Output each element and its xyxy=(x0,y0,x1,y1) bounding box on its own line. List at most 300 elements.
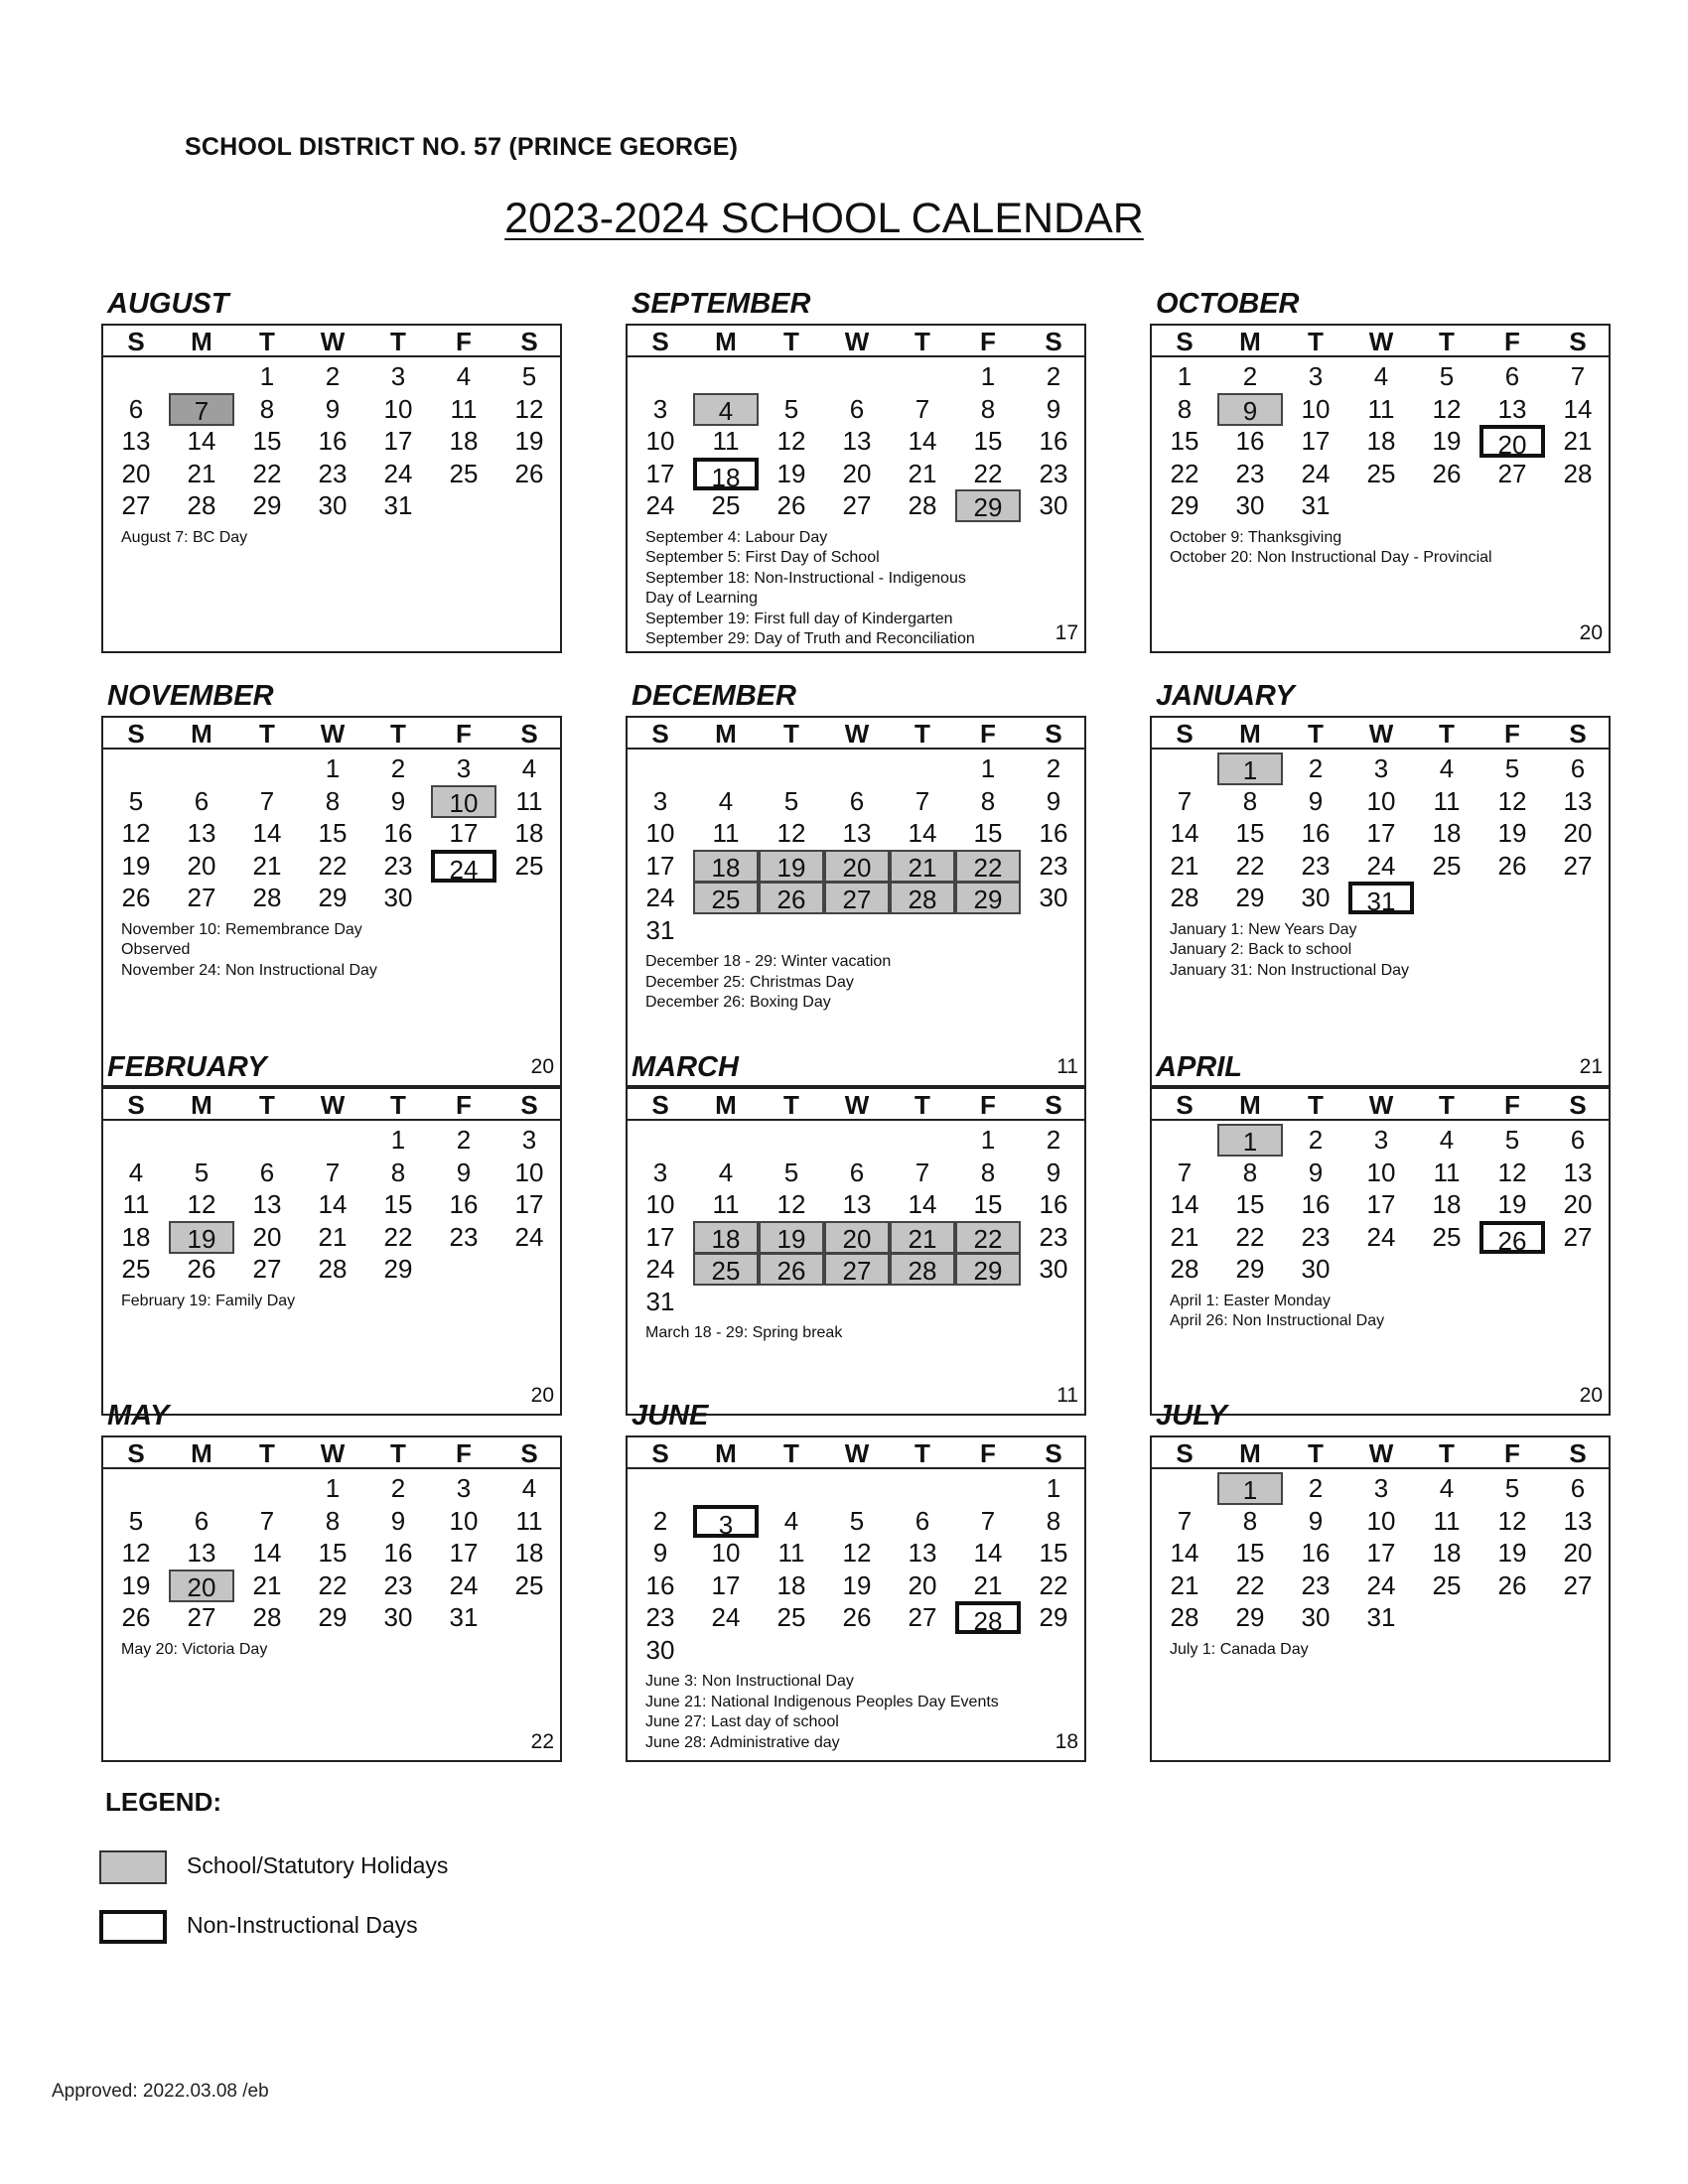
day-cell: 23 xyxy=(383,1570,413,1600)
day-cell: 28 xyxy=(1563,458,1593,488)
day-cell: 17 xyxy=(1366,818,1396,848)
weekday-label: F xyxy=(1504,1438,1520,1468)
day-cell: 21 xyxy=(318,1221,348,1252)
day-cell: 17 xyxy=(383,426,413,456)
day-cell: 13 xyxy=(1563,1505,1593,1536)
instructional-day-count: 20 xyxy=(1579,1384,1603,1407)
day-cell: 6 xyxy=(914,1505,930,1536)
note-line: June 3: Non Instructional Day xyxy=(645,1673,854,1690)
weekday-label: S xyxy=(1176,1090,1194,1120)
weekday-label: T xyxy=(259,1438,275,1468)
weekday-header xyxy=(1152,1437,1609,1469)
weekday-label: W xyxy=(844,719,870,749)
day-cell: 24 xyxy=(1301,458,1331,488)
day-cell: 7 xyxy=(1177,1505,1193,1536)
note-line: September 18: Non-Instructional - Indigenous xyxy=(645,569,966,587)
day-cell: 18 xyxy=(693,1221,759,1254)
day-cell: 11 xyxy=(1433,1505,1461,1536)
day-cell: 19 xyxy=(776,458,806,488)
day-cell: 8 xyxy=(1177,393,1193,424)
day-cell: 4 xyxy=(1439,1473,1455,1503)
day-cell: 27 xyxy=(187,1602,216,1632)
instructional-day-count: 20 xyxy=(530,1055,554,1078)
month-name: JUNE xyxy=(632,1400,709,1432)
day-cell: 18 xyxy=(693,850,759,883)
day-cell: 8 xyxy=(980,1157,996,1187)
weekday-label: T xyxy=(914,1438,930,1468)
day-cell: 25 xyxy=(121,1254,151,1284)
day-cell: 11 xyxy=(122,1189,150,1219)
day-cell: 8 xyxy=(390,1157,406,1187)
day-cell: 6 xyxy=(194,785,210,816)
day-cell: 5 xyxy=(128,785,144,816)
month-box xyxy=(101,1435,562,1762)
day-cell: 18 xyxy=(776,1570,806,1600)
day-cell: 5 xyxy=(783,1157,799,1187)
day-cell: 27 xyxy=(187,883,216,912)
note-line: Observed xyxy=(121,941,191,958)
day-cell: 5 xyxy=(1504,753,1520,783)
weekday-label: F xyxy=(980,719,996,749)
day-cell: 9 xyxy=(652,1538,668,1568)
weekday-header xyxy=(103,326,560,357)
day-cell: 18 xyxy=(693,458,759,490)
day-cell: 14 xyxy=(252,818,282,848)
day-cell: 30 xyxy=(1039,490,1068,520)
day-cell: 20 xyxy=(1479,425,1545,458)
day-cell: 4 xyxy=(456,361,472,391)
weekday-label: W xyxy=(1368,1438,1394,1468)
day-cell: 23 xyxy=(1301,850,1331,881)
day-cell: 5 xyxy=(521,361,537,391)
page-title-text: 2023-2024 SCHOOL CALENDAR xyxy=(504,195,1144,242)
day-cell: 23 xyxy=(383,850,413,881)
month-notes xyxy=(121,1640,267,1661)
day-cell: 14 xyxy=(1563,393,1593,424)
note-line: Day of Learning xyxy=(645,590,758,607)
day-cell: 20 xyxy=(908,1570,937,1600)
weekday-label: T xyxy=(1308,1438,1324,1468)
day-cell: 8 xyxy=(325,785,341,816)
day-cell: 17 xyxy=(645,458,675,488)
note-line: June 21: National Indigenous Peoples Day Events xyxy=(645,1693,999,1710)
day-cell: 28 xyxy=(890,882,955,914)
instructional-day-count: 22 xyxy=(530,1730,554,1753)
day-cell: 28 xyxy=(1170,1254,1199,1284)
day-cell: 25 xyxy=(514,850,544,881)
month-name: DECEMBER xyxy=(632,680,796,712)
day-cell: 8 xyxy=(980,785,996,816)
day-cell: 21 xyxy=(890,850,955,883)
day-cell: 4 xyxy=(1439,1125,1455,1155)
district-name: SCHOOL DISTRICT NO. 57 (PRINCE GEORGE) xyxy=(185,133,739,161)
day-cell: 29 xyxy=(252,490,282,520)
month-notes xyxy=(645,1672,999,1753)
day-cell: 14 xyxy=(1170,1538,1199,1568)
day-cell: 8 xyxy=(980,393,996,424)
month-notes xyxy=(1170,1292,1384,1332)
day-cell: 2 xyxy=(1308,1125,1324,1155)
day-cell: 6 xyxy=(1570,753,1586,783)
day-cell: 10 xyxy=(711,1538,741,1568)
day-cell: 25 xyxy=(514,1570,544,1600)
day-cell: 28 xyxy=(955,1601,1021,1634)
day-cell: 15 xyxy=(252,426,282,456)
note-line: November 24: Non Instructional Day xyxy=(121,961,377,979)
day-cell: 23 xyxy=(449,1221,479,1252)
day-cell: 11 xyxy=(712,426,740,456)
day-cell: 19 xyxy=(121,850,151,881)
day-cell: 16 xyxy=(1301,818,1331,848)
instructional-day-count: 11 xyxy=(1056,1384,1078,1407)
day-cell: 15 xyxy=(1039,1538,1068,1568)
day-cell: 12 xyxy=(1432,393,1462,424)
day-cell: 16 xyxy=(1235,426,1265,456)
day-cell: 24 xyxy=(711,1602,741,1632)
weekday-label: F xyxy=(980,1438,996,1468)
day-cell: 19 xyxy=(759,850,824,883)
day-cell: 8 xyxy=(1242,785,1258,816)
weekday-header xyxy=(103,1437,560,1469)
day-cell: 23 xyxy=(1301,1221,1331,1252)
day-cell: 20 xyxy=(1563,1189,1593,1219)
day-cell: 3 xyxy=(652,1157,668,1187)
day-cell: 11 xyxy=(777,1538,805,1568)
day-cell: 13 xyxy=(252,1189,282,1219)
weekday-label: W xyxy=(320,327,346,356)
day-cell: 31 xyxy=(645,914,675,945)
day-cell: 9 xyxy=(1308,1505,1324,1536)
day-cell: 24 xyxy=(514,1221,544,1252)
weekday-label: T xyxy=(783,1438,799,1468)
day-cell: 19 xyxy=(514,426,544,456)
day-cell: 23 xyxy=(645,1602,675,1632)
day-cell: 1 xyxy=(325,1473,341,1503)
day-cell: 22 xyxy=(1235,1221,1265,1252)
day-cell: 9 xyxy=(390,785,406,816)
day-cell: 7 xyxy=(259,785,275,816)
day-cell: 6 xyxy=(128,393,144,424)
day-cell: 25 xyxy=(1432,1570,1462,1600)
day-cell: 29 xyxy=(1235,883,1265,912)
day-cell: 9 xyxy=(1046,1157,1061,1187)
day-cell: 26 xyxy=(842,1602,872,1632)
note-line: June 27: Last day of school xyxy=(645,1713,839,1730)
weekday-label: W xyxy=(1368,1090,1394,1120)
day-cell: 16 xyxy=(1301,1538,1331,1568)
day-cell: 14 xyxy=(252,1538,282,1568)
day-cell: 19 xyxy=(169,1221,234,1254)
day-cell: 26 xyxy=(759,882,824,914)
weekday-label: M xyxy=(715,327,737,356)
note-line: August 7: BC Day xyxy=(121,528,248,546)
day-cell: 12 xyxy=(121,818,151,848)
day-cell: 20 xyxy=(1563,818,1593,848)
day-cell: 3 xyxy=(652,785,668,816)
day-cell: 27 xyxy=(121,490,151,520)
note-line: December 25: Christmas Day xyxy=(645,973,854,991)
day-cell: 23 xyxy=(1235,458,1265,488)
weekday-label: T xyxy=(783,1090,799,1120)
day-cell: 18 xyxy=(1432,1538,1462,1568)
legend-title: LEGEND: xyxy=(105,1787,221,1817)
weekday-label: M xyxy=(715,1090,737,1120)
month-notes xyxy=(121,528,247,549)
weekday-label: S xyxy=(520,719,538,749)
day-cell: 12 xyxy=(1497,785,1527,816)
day-cell: 21 xyxy=(1170,1570,1199,1600)
day-cell: 29 xyxy=(1235,1602,1265,1632)
day-cell: 25 xyxy=(1432,850,1462,881)
weekday-label: S xyxy=(520,327,538,356)
day-cell: 4 xyxy=(1373,361,1389,391)
month-name: OCTOBER xyxy=(1156,288,1300,320)
weekday-label: S xyxy=(520,1438,538,1468)
weekday-label: S xyxy=(127,1438,145,1468)
day-cell: 28 xyxy=(252,1602,282,1632)
weekday-header xyxy=(628,326,1084,357)
day-cell: 26 xyxy=(187,1254,216,1284)
day-cell: 25 xyxy=(693,1253,759,1286)
weekday-label: M xyxy=(191,1438,212,1468)
day-cell: 3 xyxy=(456,1473,472,1503)
day-cell: 22 xyxy=(1039,1570,1068,1600)
day-cell: 11 xyxy=(1367,393,1395,424)
month-name: JULY xyxy=(1156,1400,1227,1432)
day-cell: 5 xyxy=(1504,1473,1520,1503)
day-cell: 23 xyxy=(318,458,348,488)
day-cell: 15 xyxy=(1170,426,1199,456)
legend-non-instructional-swatch xyxy=(99,1910,167,1944)
day-cell: 3 xyxy=(693,1505,759,1538)
month-name: FEBRUARY xyxy=(107,1051,267,1083)
weekday-label: T xyxy=(1439,1438,1455,1468)
day-cell: 10 xyxy=(514,1157,544,1187)
weekday-label: W xyxy=(320,1438,346,1468)
day-cell: 10 xyxy=(383,393,413,424)
day-cell: 12 xyxy=(842,1538,872,1568)
day-cell: 16 xyxy=(1301,1189,1331,1219)
weekday-label: M xyxy=(191,719,212,749)
month-name: MARCH xyxy=(632,1051,739,1083)
day-cell: 24 xyxy=(1366,1221,1396,1252)
day-cell: 25 xyxy=(776,1602,806,1632)
weekday-label: M xyxy=(1239,327,1261,356)
month-name: SEPTEMBER xyxy=(632,288,811,320)
day-cell: 10 xyxy=(1366,1505,1396,1536)
day-cell: 1 xyxy=(980,361,996,391)
weekday-label: M xyxy=(1239,719,1261,749)
day-cell: 23 xyxy=(1039,850,1068,881)
note-line: December 18 - 29: Winter vacation xyxy=(645,953,892,970)
legend-non-instructional-label: Non-Instructional Days xyxy=(187,1912,418,1938)
day-cell: 21 xyxy=(973,1570,1003,1600)
day-cell: 14 xyxy=(187,426,216,456)
month-box xyxy=(626,716,1086,1087)
weekday-label: F xyxy=(456,1090,472,1120)
day-cell: 20 xyxy=(842,458,872,488)
day-cell: 12 xyxy=(776,1189,806,1219)
month-box xyxy=(1150,716,1611,1087)
day-cell: 14 xyxy=(973,1538,1003,1568)
day-cell: 1 xyxy=(1217,1124,1283,1157)
day-cell: 22 xyxy=(955,1221,1021,1254)
day-cell: 4 xyxy=(521,753,537,783)
day-cell: 16 xyxy=(383,1538,413,1568)
day-cell: 13 xyxy=(187,1538,216,1568)
weekday-label: T xyxy=(1308,1090,1324,1120)
day-cell: 3 xyxy=(390,361,406,391)
month-box xyxy=(101,1087,562,1416)
weekday-label: M xyxy=(715,719,737,749)
day-cell: 14 xyxy=(318,1189,348,1219)
day-cell: 29 xyxy=(1235,1254,1265,1284)
day-cell: 11 xyxy=(1433,785,1461,816)
weekday-label: T xyxy=(914,719,930,749)
day-cell: 26 xyxy=(1432,458,1462,488)
weekday-label: S xyxy=(1045,1090,1062,1120)
month-name: JANUARY xyxy=(1156,680,1295,712)
day-cell: 19 xyxy=(121,1570,151,1600)
day-cell: 8 xyxy=(259,393,275,424)
day-cell: 27 xyxy=(252,1254,282,1284)
note-line: September 29: Day of Truth and Reconciliation xyxy=(645,630,975,647)
note-line: December 26: Boxing Day xyxy=(645,994,831,1011)
day-cell: 18 xyxy=(121,1221,151,1252)
weekday-label: W xyxy=(320,1090,346,1120)
day-cell: 1 xyxy=(325,753,341,783)
weekday-label: S xyxy=(1176,1438,1194,1468)
note-line: October 9: Thanksgiving xyxy=(1170,528,1342,546)
weekday-label: T xyxy=(914,1090,930,1120)
day-cell: 20 xyxy=(169,1570,234,1602)
weekday-label: W xyxy=(844,327,870,356)
day-cell: 29 xyxy=(1039,1602,1068,1632)
day-cell: 10 xyxy=(1301,393,1331,424)
day-cell: 31 xyxy=(645,1286,675,1316)
day-cell: 6 xyxy=(259,1157,275,1187)
weekday-label: M xyxy=(1239,1438,1261,1468)
day-cell: 10 xyxy=(645,426,675,456)
weekday-label: T xyxy=(390,327,406,356)
weekday-label: T xyxy=(1439,1090,1455,1120)
weekday-label: S xyxy=(1045,327,1062,356)
weekday-label: T xyxy=(1439,719,1455,749)
note-line: June 28: Administrative day xyxy=(645,1733,840,1751)
day-cell: 9 xyxy=(456,1157,472,1187)
day-cell: 17 xyxy=(449,818,479,848)
day-cell: 4 xyxy=(521,1473,537,1503)
day-cell: 13 xyxy=(842,818,872,848)
day-cell: 11 xyxy=(515,1505,543,1536)
month-notes xyxy=(1170,528,1492,569)
day-cell: 10 xyxy=(645,1189,675,1219)
day-cell: 21 xyxy=(252,850,282,881)
weekday-label: F xyxy=(456,1438,472,1468)
day-cell: 14 xyxy=(908,426,937,456)
day-cell: 8 xyxy=(325,1505,341,1536)
weekday-header xyxy=(1152,718,1609,750)
note-line: September 19: First full day of Kindergarten xyxy=(645,610,953,627)
day-cell: 8 xyxy=(1242,1157,1258,1187)
day-cell: 21 xyxy=(1170,1221,1199,1252)
month-notes xyxy=(645,952,891,1014)
day-cell: 18 xyxy=(449,426,479,456)
day-cell: 3 xyxy=(521,1125,537,1155)
approval-note: Approved: 2022.03.08 /eb xyxy=(52,2081,269,2102)
day-cell: 22 xyxy=(318,850,348,881)
legend-holiday-swatch xyxy=(99,1850,167,1884)
weekday-label: S xyxy=(1176,719,1194,749)
weekday-label: T xyxy=(390,1090,406,1120)
day-cell: 27 xyxy=(1563,1221,1593,1252)
day-cell: 17 xyxy=(645,850,675,881)
weekday-label: W xyxy=(1368,719,1394,749)
note-line: July 1: Canada Day xyxy=(1170,1640,1309,1658)
day-cell: 15 xyxy=(1235,1189,1265,1219)
day-cell: 16 xyxy=(449,1189,479,1219)
weekday-label: F xyxy=(1504,327,1520,356)
day-cell: 28 xyxy=(1170,883,1199,912)
day-cell: 22 xyxy=(955,850,1021,883)
day-cell: 28 xyxy=(252,883,282,912)
day-cell: 22 xyxy=(1235,1570,1265,1600)
day-cell: 1 xyxy=(1046,1473,1061,1503)
month-notes xyxy=(121,920,377,982)
note-line: September 5: First Day of School xyxy=(645,549,880,566)
day-cell: 2 xyxy=(1308,1473,1324,1503)
day-cell: 20 xyxy=(187,850,216,881)
day-cell: 29 xyxy=(318,883,348,912)
day-cell: 26 xyxy=(1479,1221,1545,1254)
weekday-label: T xyxy=(259,327,275,356)
weekday-label: S xyxy=(651,719,669,749)
day-cell: 10 xyxy=(431,785,496,818)
day-cell: 5 xyxy=(128,1505,144,1536)
day-cell: 7 xyxy=(1177,1157,1193,1187)
day-cell: 16 xyxy=(1039,1189,1068,1219)
day-cell: 18 xyxy=(514,1538,544,1568)
note-line: September 4: Labour Day xyxy=(645,528,828,546)
day-cell: 7 xyxy=(1570,361,1586,391)
day-cell: 1 xyxy=(980,1125,996,1155)
weekday-label: F xyxy=(1504,719,1520,749)
month-box xyxy=(101,716,562,1087)
day-cell: 18 xyxy=(1366,426,1396,456)
day-cell: 12 xyxy=(187,1189,216,1219)
day-cell: 6 xyxy=(849,785,865,816)
day-cell: 4 xyxy=(693,393,759,426)
month-name: APRIL xyxy=(1156,1051,1242,1083)
day-cell: 17 xyxy=(711,1570,741,1600)
day-cell: 30 xyxy=(1039,1254,1068,1284)
month-notes xyxy=(121,1292,295,1312)
day-cell: 13 xyxy=(1497,393,1527,424)
day-cell: 1 xyxy=(259,361,275,391)
legend-holiday-label: School/Statutory Holidays xyxy=(187,1852,449,1878)
weekday-label: T xyxy=(1308,327,1324,356)
day-cell: 26 xyxy=(759,1253,824,1286)
note-line: January 31: Non Instructional Day xyxy=(1170,961,1410,979)
day-cell: 29 xyxy=(955,489,1021,522)
weekday-label: T xyxy=(1439,327,1455,356)
day-cell: 25 xyxy=(693,882,759,914)
day-cell: 24 xyxy=(645,1254,675,1284)
day-cell: 15 xyxy=(973,426,1003,456)
day-cell: 1 xyxy=(1217,1472,1283,1505)
day-cell: 9 xyxy=(1217,393,1283,426)
day-cell: 30 xyxy=(645,1634,675,1665)
